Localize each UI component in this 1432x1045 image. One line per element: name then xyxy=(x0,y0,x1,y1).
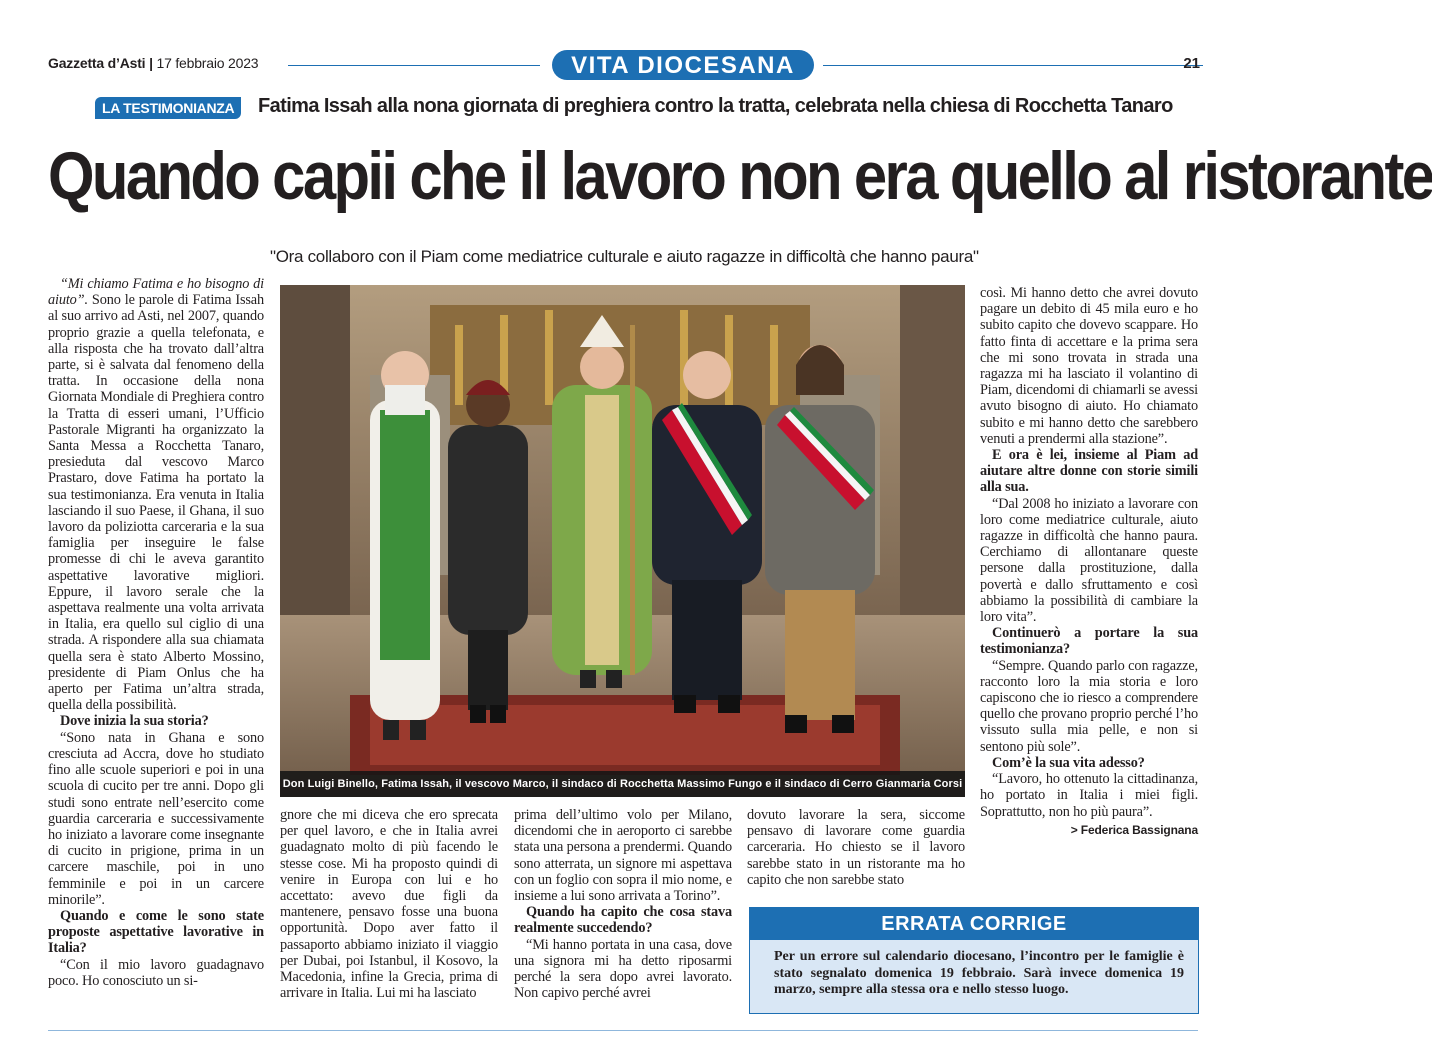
interview-answer: “Sempre. Quando parlo con ragazze, racconto loro la mia storia e loro capiscono che io riesco a comprendere quello che provano proprio perché l’ho vissuto sulla mia pelle, e non si sentono più sole”. xyxy=(980,657,1198,755)
interview-answer: così. Mi hanno detto che avrei dovuto pagare un debito di 45 mila euro e ho subito capito che dovevo scappare. Ho fatto finta di accettare e la prima sera che mi sono trovata in strada una ragazza mi ha lasciato il volantino di Piam, dicendomi di chiamarli se avessi avuto bisogno di aiuto. Ho chiamato subito e mi hanno detto che sarebbero venuti a prendermi alla stazione”. xyxy=(980,285,1198,447)
byline: > Federica Bassignana xyxy=(1070,822,1198,837)
masthead-left xyxy=(48,55,258,71)
errata-text: Per un errore sul calendario diocesano, l’incontro per le famiglie è stato segnalato domenica 19 febbraio. Sarà invece domenica 19 marzo, sempre alla stessa ora e nello stesso luogo. xyxy=(774,949,1184,997)
interview-answer: “Mi hanno portata in una casa, dove una signora mi ha detto riposarmi perché la sera dopo avrei lavorato. Non capivo perché avrei xyxy=(514,936,732,1002)
article-photo xyxy=(280,285,965,797)
interview-answer: “Lavoro, ho ottenuto la cittadinanza, ho portato in Italia i miei figli. Soprattutto, non ho più paura”. xyxy=(980,771,1198,820)
interview-answer: dovuto lavorare la sera, siccome pensavo di lavorare come guardia carceraria. Ho chiesto se il lavoro sarebbe stato in un ristorante ma ho capito che non sarebbe stato xyxy=(747,807,965,888)
interview-question: Quando ha capito che cosa stava realmente succedendo? xyxy=(514,904,732,937)
issue-date: 17 febbraio 2023 xyxy=(156,55,259,71)
interview-question: Quando e come le sono state proposte aspettative lavorative in Italia? xyxy=(48,907,264,957)
interview-answer: prima dell’ultimo volo per Milano, dicendomi che in aeroporto ci sarebbe stata una persona a prendermi. Quando sono atterrata, un signore mi aspettava con un foglio con sopra il mio nome, e insieme a lui sono arrivata a Torino”. xyxy=(514,807,732,905)
interview-answer: “Dal 2008 ho iniziato a lavorare con loro come mediatrice culturale, aiuto ragazze in difficoltà che hanno paura. Cerchiamo di allontanare queste persone dalla prostituzione, dalla povertà e dallo sfruttamento e così abbiamo la possibilità di cambiare la loro vita”. xyxy=(980,495,1198,626)
newspaper-name: Gazzetta d’Asti xyxy=(48,55,146,71)
interview-question: Com’è la sua vita adesso? xyxy=(992,754,1145,771)
masthead-separator: | xyxy=(149,55,153,71)
church-group-photo xyxy=(280,285,965,797)
interview-question: E ora è lei, insieme al Piam ad aiutare altre donne con storie simili alla sua. xyxy=(980,447,1198,496)
interview-answer: “Con il mio lavoro guadagnavo poco. Ho conosciuto un si- xyxy=(48,956,264,989)
interview-answer: gnore che mi diceva che ero sprecata per quel lavoro, e che in Italia avrei guadagnato molto di più facendo le stesse cose. Mi ha proposto quindi di venire in Europa con lui e ho accettato: avevo due figli da mantenere, pensavo fosse una buona opportunità. Dopo aver fatto il passaporto abbiamo iniziato il viaggio per Dubai, poi Istanbul, il Kosovo, la Macedonia, infine la Grecia, prima di arrivare in Italia. Lui mi ha lasciato xyxy=(280,807,498,1002)
interview-question: Continuerò a portare la sua testimonianza? xyxy=(980,625,1198,658)
subheadline: "Ora collaboro con il Piam come mediatrice culturale e aiuto ragazze in difficoltà che hanno paura" xyxy=(270,247,979,266)
article-column-4 xyxy=(747,807,965,888)
article-column-2 xyxy=(280,807,498,1001)
photo-caption: Don Luigi Binello, Fatima Issah, il vescovo Marco, il sindaco di Rocchetta Massimo Fungo e il sindaco di Cerro Gianmaria Corsi xyxy=(280,771,965,797)
kicker-badge: LA TESTIMONIANZA xyxy=(95,97,241,119)
bottom-rule xyxy=(48,1030,1198,1031)
paragraph: Sono le parole di Fatima Issah al suo arrivo ad Asti, nel 2007, quando proprio grazie a quella telefonata, e alla risposta che ha trovato dall’altra parte, si è salvata dal fenomeno della tratta. In occasione della nona Giornata Mondiale di Preghiera contro la Tratta di esseri umani, l’Ufficio Pastorale Migranti ha organizzato la Santa Messa a Rocchetta Tanaro, presieduta dal vescovo Marco Prastaro, dove Fatima ha portato la sua testimonianza. Era venuta in Italia lasciando il suo Paese, il Ghana, il suo lavoro da poliziotta carceraria e la sua famiglia per inseguire le false promesse di chi le aveva garantito aspettative lavorative migliori. Eppure, il lavoro serale che la aspettava realmente una volta arrivata in Italia, era quello sul ciglio di una strada. A rispondere alla sua chiamata quella sera è stato Alberto Mossino, presidente di Piam Onlus che ha aperto per Fatima un’altra strada, quella della possibilità. xyxy=(48,292,264,714)
opening-quote: “Mi chiamo Fatima e ho bisogno di aiuto”. xyxy=(48,276,264,309)
masthead-rule-right xyxy=(823,65,1203,66)
interview-answer: “Sono nata in Ghana e sono cresciuta ad Accra, dove ho studiato fino alle scuole superiori e poi in una scuola di cucito per tre anni. Dopo gli studi sono entrate nell’esercito come guardia carceraria e successivamente ho iniziato a lavorare come insegnante di cucito in prigione, prima in un carcere maschile, poi in uno femminile e poi in un carcere minorile”. xyxy=(48,729,264,908)
section-label: VITA DIOCESANA xyxy=(552,50,814,80)
errata-box xyxy=(749,907,1199,1014)
article-column-1 xyxy=(48,276,264,989)
page-number: 21 xyxy=(1183,55,1200,72)
article-column-5 xyxy=(980,285,1198,838)
interview-question: Dove inizia la sua storia? xyxy=(60,713,209,730)
masthead-rule-left xyxy=(288,65,540,66)
headline: Quando capii che il lavoro non era quello al ristorante xyxy=(48,138,1432,214)
masthead xyxy=(48,50,1198,80)
kicker-text: Fatima Issah alla nona giornata di preghiera contro la tratta, celebrata nella chiesa di Rocchetta Tanaro xyxy=(258,95,1173,117)
article-column-3 xyxy=(514,807,732,1001)
errata-title: ERRATA CORRIGE xyxy=(750,908,1198,940)
